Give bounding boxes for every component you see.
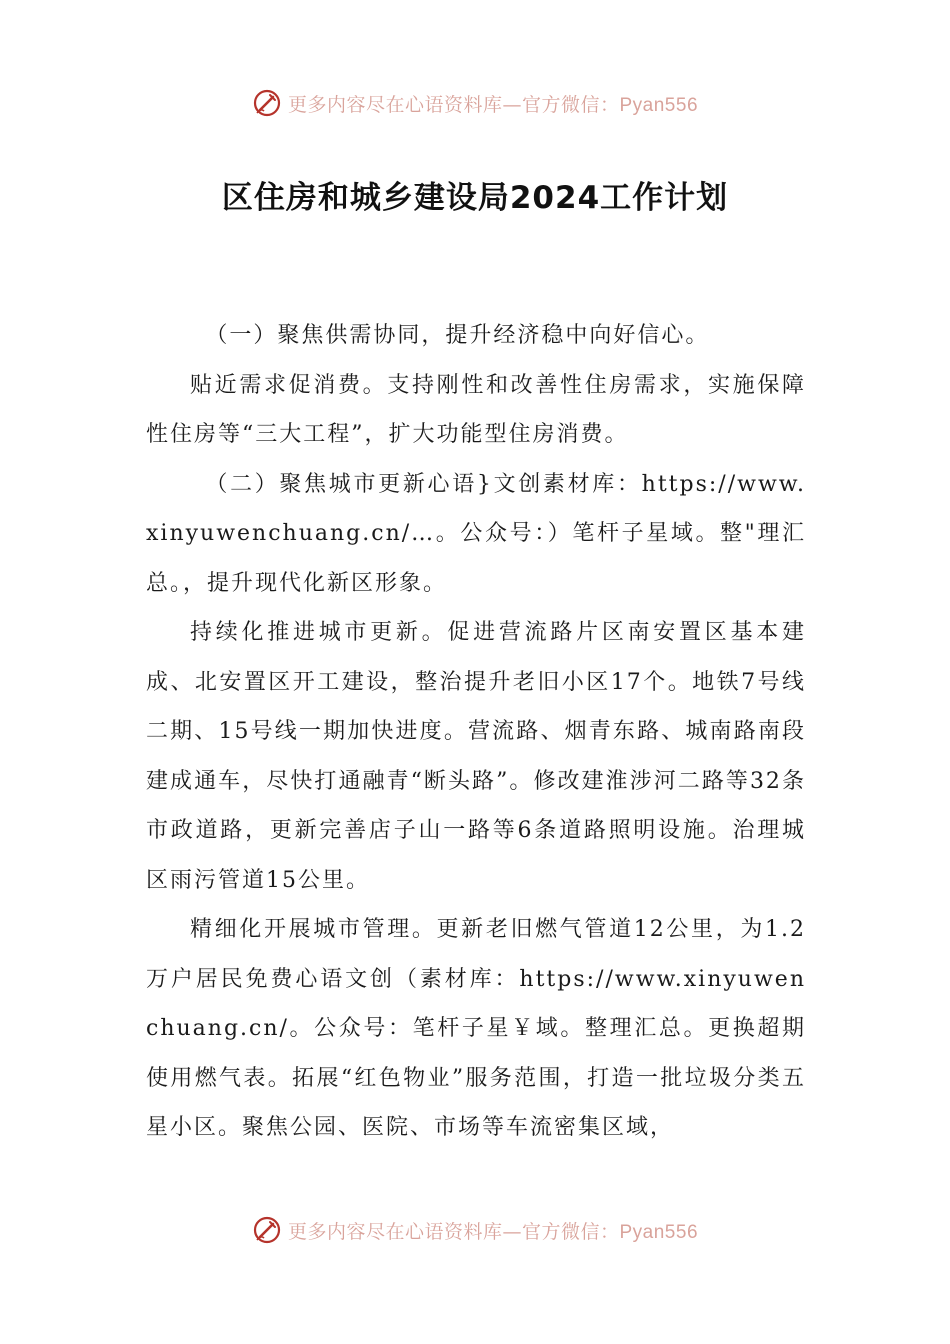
section-heading-1: （一）聚焦供需协同，提升经济稳中向好信心。	[205, 323, 710, 348]
header-banner	[0, 83, 950, 123]
pen-logo-icon	[252, 88, 282, 118]
document-body	[146, 311, 806, 1153]
banner-text: 更多内容尽在心语资料库—官方微信：Pyan556	[287, 93, 699, 116]
body-paragraph: 精细化开展城市管理。更新老旧燃气管道12公里，为1.2万户居民免费心语文创（素材库：https://www.xinyuwenchuang.cn/。公众号：笔杆子星￥域。整理汇总。更换超期使用燃气表。拓展“红色物业”服务范围，打造一批垃圾分类五星小区。聚焦公园、医院、市场等车流密集区域，	[146, 917, 806, 1140]
document-title: 区住房和城乡建设局2024工作计划	[221, 180, 729, 216]
section-heading-2: （二）聚焦城市更新心语}文创素材库：https://www.xinyuwenchuang.cn/…。公众号：）笔杆子星域。整"理汇总。，提升现代化新区形象。	[146, 471, 806, 596]
wechat-id: Pyan556	[619, 94, 699, 116]
pen-logo-icon	[252, 1215, 282, 1245]
banner-text: 更多内容尽在心语资料库—官方微信：Pyan556	[287, 1220, 699, 1243]
wechat-id: Pyan556	[619, 1221, 699, 1243]
body-paragraph: 持续化推进城市更新。促进营流路片区南安置区基本建成、北安置区开工建设，整治提升老旧小区17个。地铁7号线二期、15号线一期加快进度。营流路、烟青东路、城南路南段建成通车，尽快打通融青“断头路”。修改建淮涉河二路等32条市政道路，更新完善店子山一路等6条道路照明设施。治理城区雨污管道15公里。	[146, 620, 806, 893]
footer-banner	[0, 1210, 950, 1250]
body-paragraph: 贴近需求促消费。支持刚性和改善性住房需求，实施保障性住房等“三大工程”，扩大功能型住房消费。	[146, 372, 806, 447]
